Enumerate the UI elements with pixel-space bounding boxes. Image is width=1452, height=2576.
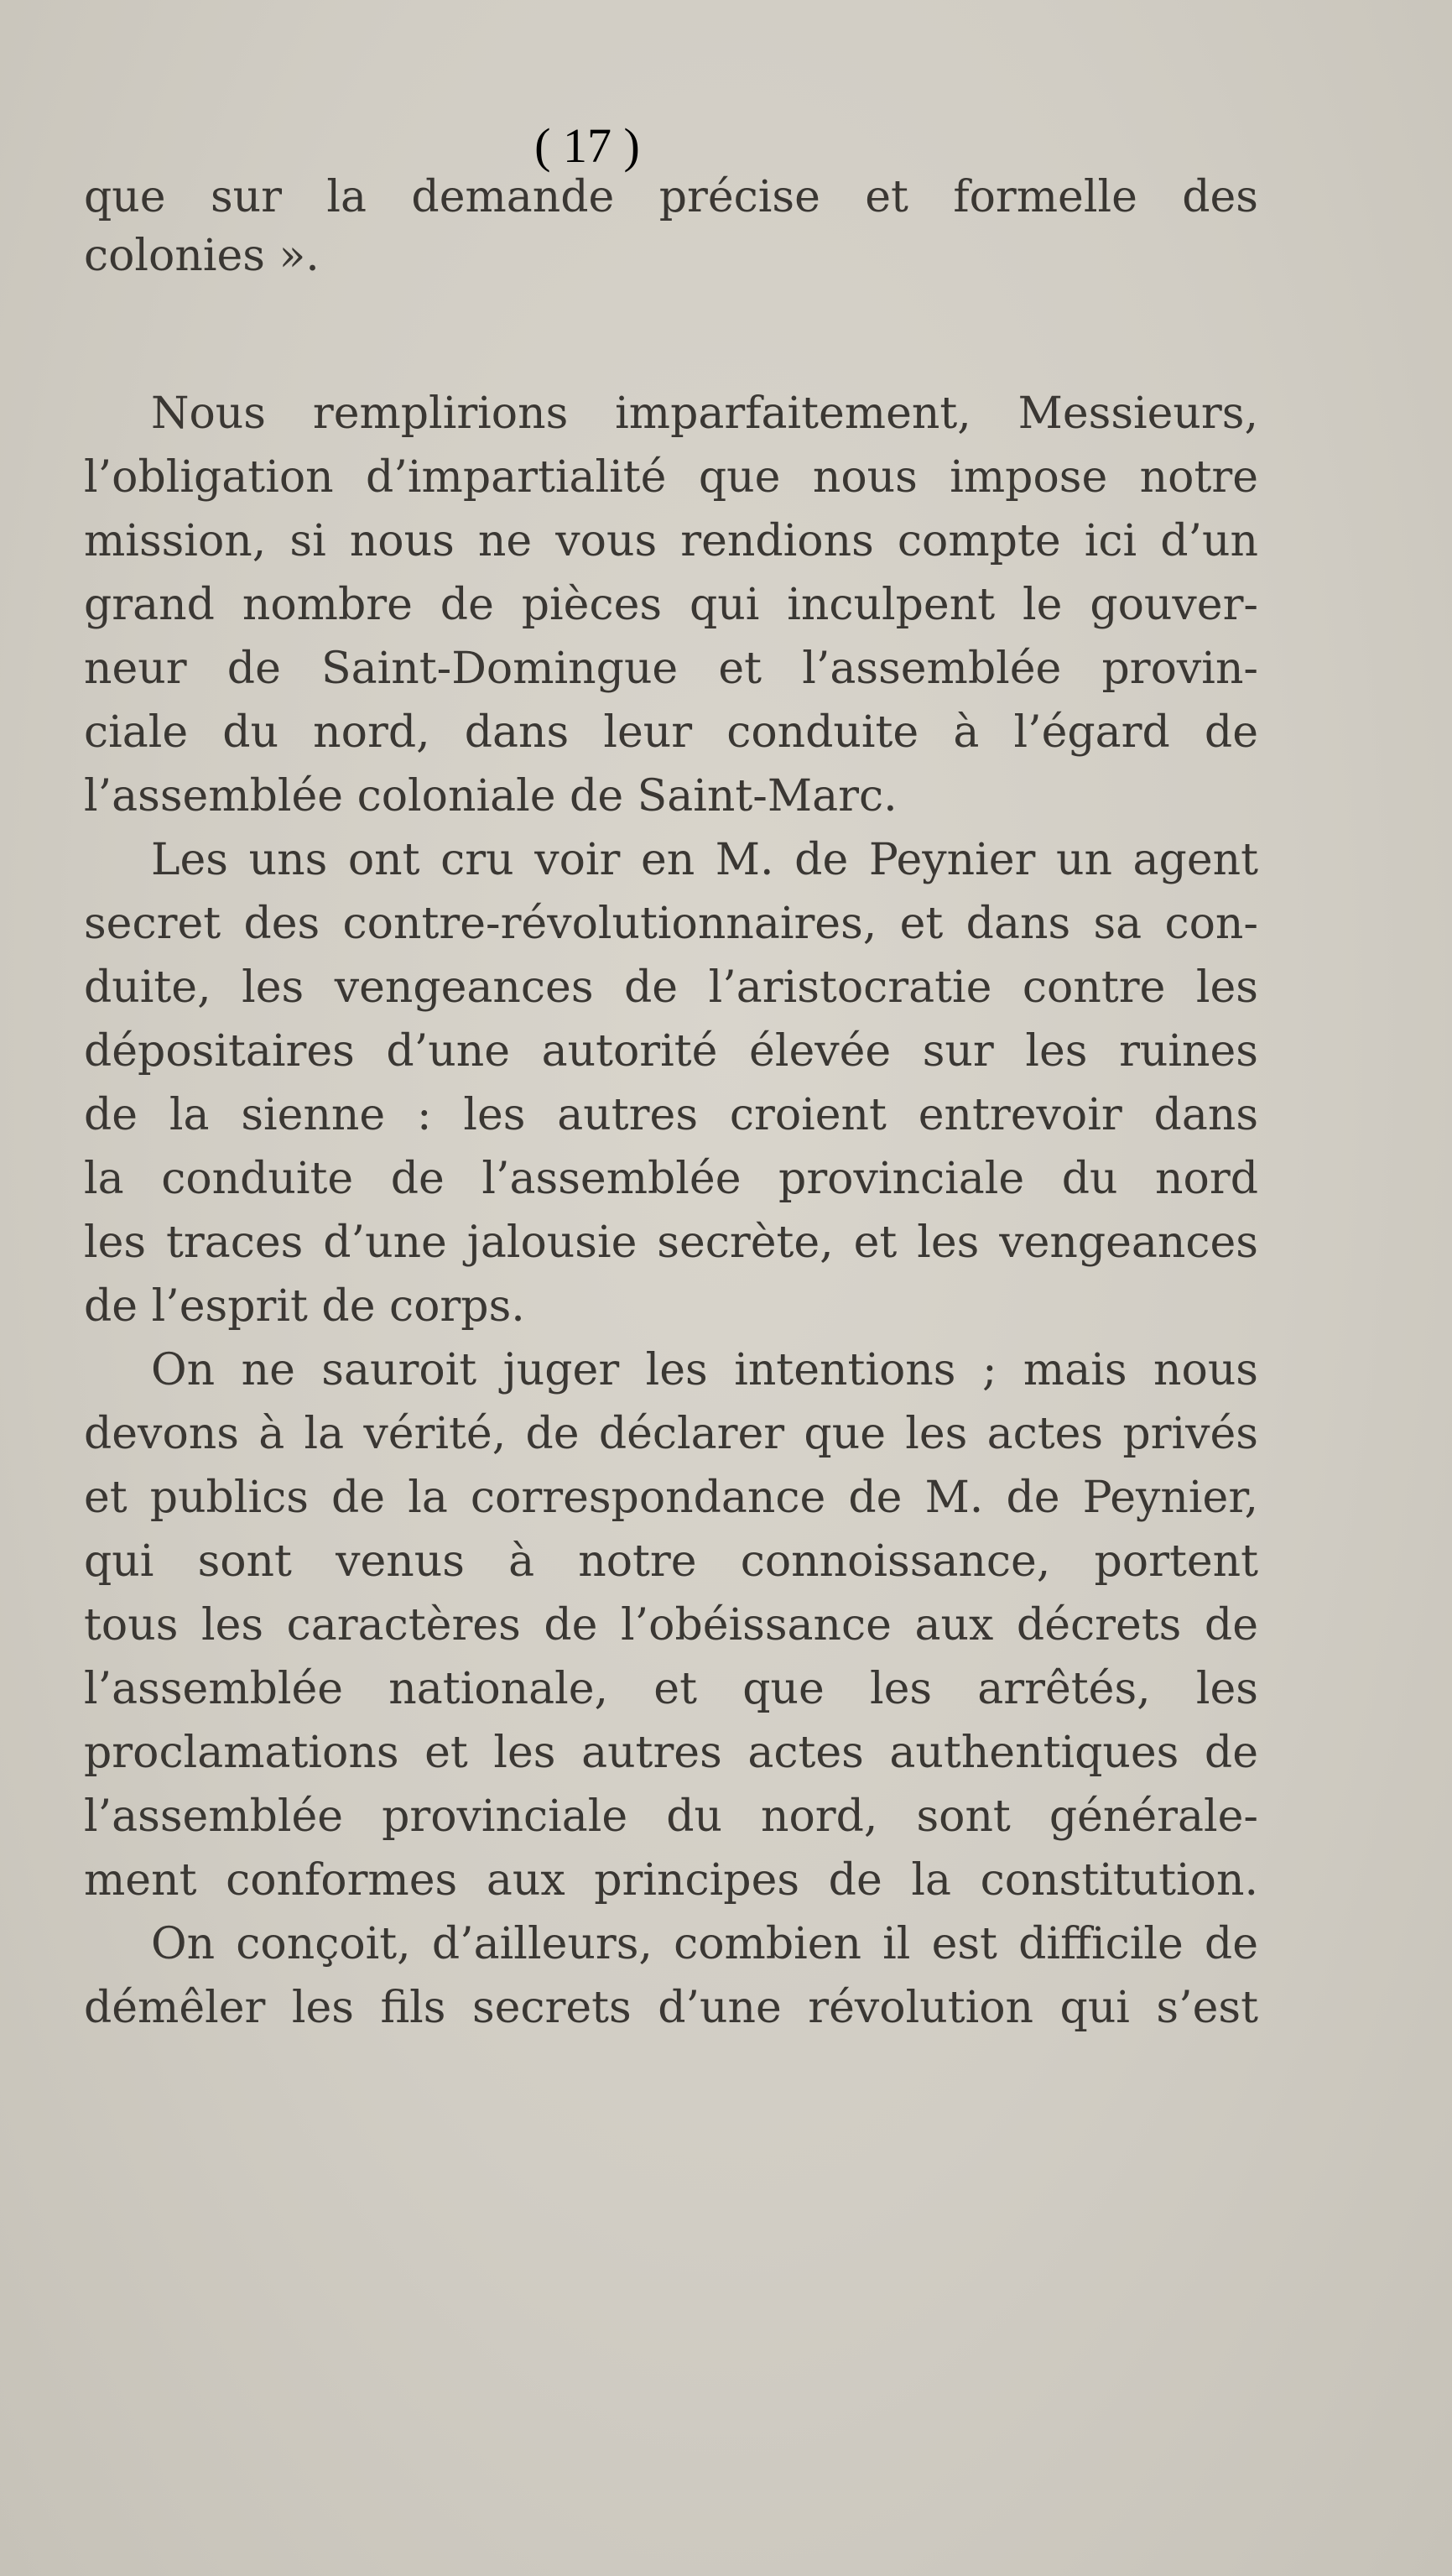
text-line: neur de Saint-Domingue et l’assemblée provin- xyxy=(84,644,1258,694)
text-line: colonies ». xyxy=(84,231,320,281)
text-line: l’assemblée nationale, et que les arrêtés, les xyxy=(84,1664,1258,1714)
text-line: On conçoit, d’ailleurs, combien il est difficile de xyxy=(151,1919,1258,1969)
text-line: grand nombre de pièces qui inculpent le gouver- xyxy=(84,580,1258,630)
text-line: duite, les vengeances de l’aristocratie contre les xyxy=(84,962,1258,1013)
text-line: que sur la demande précise et formelle des xyxy=(84,172,1258,222)
text-line: On ne sauroit juger les intentions ; mais nous xyxy=(151,1345,1258,1395)
text-line: ciale du nord, dans leur conduite à l’égard de xyxy=(84,707,1258,758)
text-line: les traces d’une jalousie secrète, et les vengeances xyxy=(84,1218,1258,1268)
text-line: qui sont venus à notre connoissance, portent xyxy=(84,1536,1258,1587)
text-line: secret des contre-révolutionnaires, et dans sa con- xyxy=(84,899,1258,949)
text-line: tous les caractères de l’obéissance aux décrets de xyxy=(84,1600,1258,1650)
page-number: ( 17 ) xyxy=(534,118,640,173)
text-line: de l’esprit de corps. xyxy=(84,1281,525,1332)
text-line: l’obligation d’impartialité que nous impose notre xyxy=(84,452,1258,503)
text-line: Les uns ont cru voir en M. de Peynier un agent xyxy=(151,835,1258,885)
text-line: démêler les fils secrets d’une révolution qui s’est xyxy=(84,1983,1258,2033)
text-line: devons à la vérité, de déclarer que les actes privés xyxy=(84,1409,1258,1459)
text-line: mission, si nous ne vous rendions compte ici d’un xyxy=(84,516,1258,566)
text-line: l’assemblée coloniale de Saint-Marc. xyxy=(84,771,898,821)
text-line: la conduite de l’assemblée provinciale du nord xyxy=(84,1154,1258,1204)
text-line: l’assemblée provinciale du nord, sont générale- xyxy=(84,1791,1258,1842)
text-line: ment conformes aux principes de la constitution. xyxy=(84,1855,1258,1906)
text-line: et publics de la correspondance de M. de Peynier, xyxy=(84,1473,1258,1523)
text-line: de la sienne : les autres croient entrevoir dans xyxy=(84,1090,1258,1140)
text-line: Nous remplirions imparfaitement, Messieurs, xyxy=(151,388,1258,439)
text-line: dépositaires d’une autorité élevée sur les ruines xyxy=(84,1026,1258,1077)
text-line: proclamations et les autres actes authentiques de xyxy=(84,1728,1258,1778)
